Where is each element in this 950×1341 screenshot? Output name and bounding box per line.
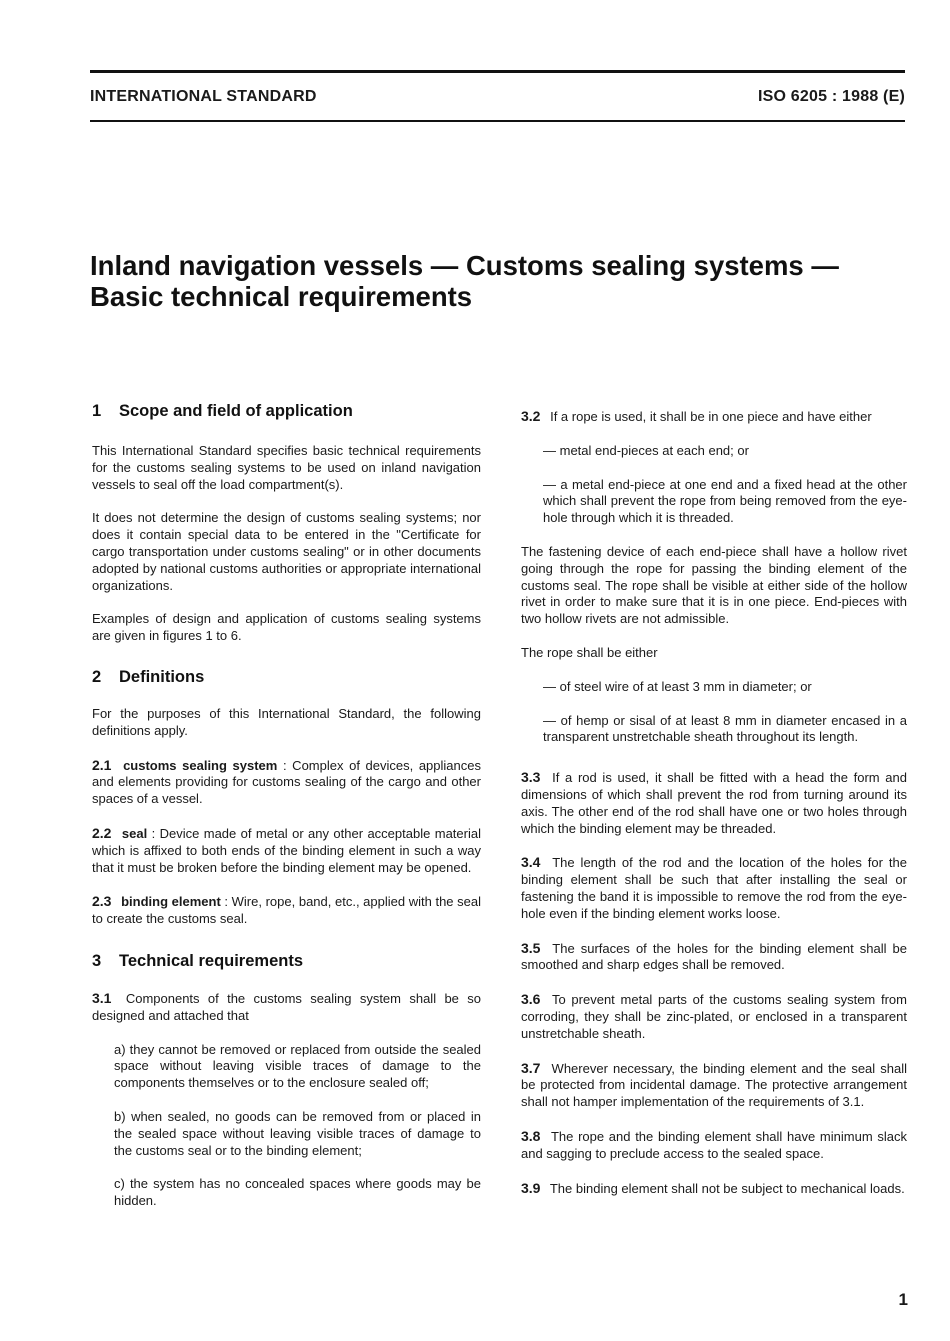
- section-1-para-1: This International Standard specifies basic technical requirements for the customs sealing systems to be used on inland navigation vessels to seal off the load compartment(s).: [92, 443, 481, 492]
- page-number: 1: [898, 1290, 908, 1309]
- definition-2-1: 2.1 customs sealing system : Complex of devices, appliances and elements providing for customs sealing of the cargo and other spaces of a vessel.: [92, 756, 481, 807]
- clause-3-2-dash-3: — of steel wire of at least 3 mm in diameter; or: [543, 678, 812, 694]
- definition-2-2: 2.2 seal : Device made of metal or any other acceptable material which is affixed to both ends of the binding element in such a way that it must be broken before the binding element may be opened.: [92, 824, 481, 875]
- section-1-para-3: Examples of design and application of customs sealing systems are given in figures 1 to 6.: [92, 611, 481, 644]
- left-column: [92, 402, 481, 1210]
- section-1-para-2: It does not determine the design of customs sealing systems; nor does it contain special data to be entered in the "Certificate for cargo transportation under customs sealing" or in other documents adopted by national customs authorities or appropriate international organizations.: [92, 510, 481, 593]
- clause-3-7: 3.7 Wherever necessary, the binding element and the seal shall be protected from incidental damage. The protective arrangement shall not hamper implementation of the requirements of 3.1.: [521, 1059, 907, 1110]
- document-title: [90, 250, 890, 312]
- section-2-intro: For the purposes of this International Standard, the following definitions apply.: [92, 705, 481, 738]
- header-top-rule: [90, 70, 905, 73]
- header-standard-type: INTERNATIONAL STANDARD: [90, 88, 317, 105]
- section-3-heading: 3 Technical requirements: [92, 951, 304, 970]
- clause-3-3: 3.3 If a rod is used, it shall be fitted with a head the form and dimensions of which shall prevent the rod from turning around its axis. The other end of the rod shall have one or two holes through which the binding element may be threaded.: [521, 769, 907, 836]
- title-line-1: Inland navigation vessels — Customs sealing systems —: [90, 250, 839, 281]
- clause-3-8: 3.8 The rope and the binding element shall have minimum slack and sagging to preclude access to the sealed space.: [521, 1127, 907, 1161]
- header-standard-number: ISO 6205 : 1988 (E): [758, 88, 905, 105]
- clause-3-2-dash-2: — a metal end-piece at one end and a fixed head at the other which shall prevent the rope from being removed from the eye-hole through which it is threaded.: [543, 476, 907, 526]
- header-bottom-rule: [90, 120, 905, 122]
- right-column: [521, 402, 907, 1197]
- clause-3-1-item-a: a) they cannot be removed or replaced from outside the sealed space without leaving visible traces of damage to the components themselves or to the enclosure sealed off;: [114, 1041, 481, 1091]
- clause-3-2-dash-1: — metal end-pieces at each end; or: [543, 442, 749, 458]
- clause-3-9: 3.9 The binding element shall not be subject to mechanical loads.: [521, 1179, 905, 1196]
- clause-3-2-para-2: The rope shall be either: [521, 644, 658, 660]
- section-2-heading: 2 Definitions: [92, 667, 205, 686]
- section-1-heading: 1 Scope and field of application: [92, 402, 353, 420]
- title-line-2: Basic technical requirements: [90, 281, 473, 312]
- clause-3-5: 3.5 The surfaces of the holes for the binding element shall be smoothed and sharp edges shall be removed.: [521, 939, 907, 973]
- clause-3-2-dash-4: — of hemp or sisal of at least 8 mm in diameter encased in a transparent unstretchable sheath throughout its length.: [543, 712, 907, 745]
- clause-3-2-para-1: The fastening device of each end-piece shall have a hollow rivet going through the rope for passing the binding element of the customs seal. The rope shall be visible at either side of the hollow rivet in order to make sure that it is in one piece. End-pieces with two hollow rivets are not admissible.: [521, 543, 907, 627]
- clause-3-1-item-b: b) when sealed, no goods can be removed from or placed in the sealed space without leaving visible traces of damage to the customs seal or to the binding element;: [114, 1108, 481, 1158]
- clause-3-2: 3.2 If a rope is used, it shall be in one piece and have either: [521, 408, 872, 424]
- definition-2-3: 2.3 binding element : Wire, rope, band, etc., applied with the seal to create the customs seal.: [92, 893, 481, 927]
- clause-3-6: 3.6 To prevent metal parts of the customs sealing system from corroding, they shall be zinc-plated, or enclosed in a transparent unstretchable sheath.: [521, 991, 907, 1041]
- clause-3-1-item-c: c) the system has no concealed spaces where goods may be hidden.: [114, 1176, 481, 1209]
- clause-3-4: 3.4 The length of the rod and the location of the holes for the binding element shall be such that after installing the seal or fastening the band it is impossible to remove the rod from the eye-hole even if the binding element works loose.: [521, 854, 907, 921]
- clause-3-1: 3.1 Components of the customs sealing system shall be so designed and attached that: [92, 989, 481, 1023]
